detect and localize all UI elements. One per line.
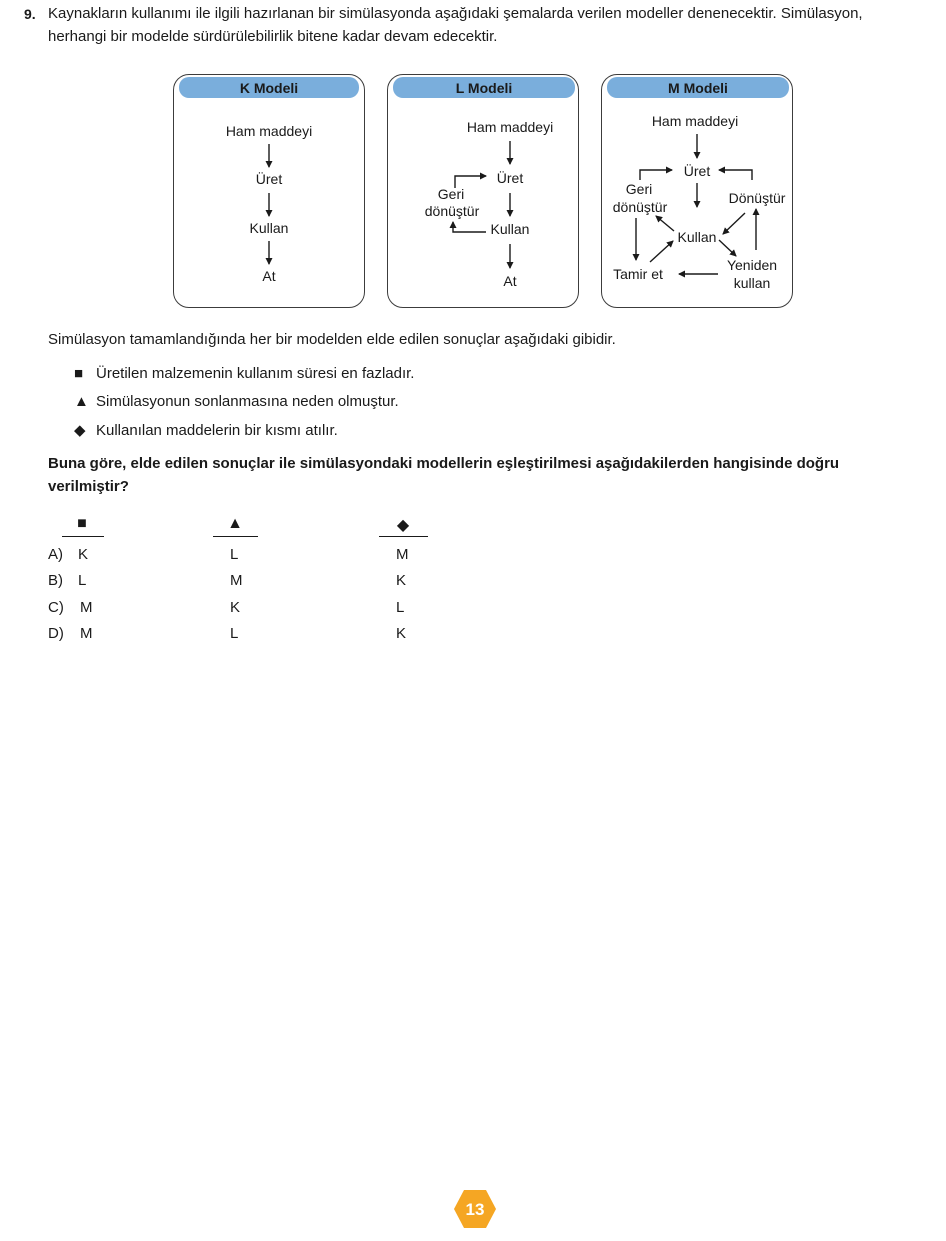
- col-underline-triangle: [213, 536, 258, 537]
- model-diagrams: [0, 0, 946, 320]
- square-symbol: ■: [74, 365, 84, 382]
- page-number-badge: [453, 1189, 497, 1229]
- result-text-square: Üretilen malzemenin kullanım süresi en fazladır.: [96, 365, 415, 382]
- option-value-diamond: L: [396, 599, 405, 616]
- m-arrow-use-reuse: [719, 240, 736, 256]
- l-model-title: L Modeli: [393, 77, 575, 98]
- m-node-recycle-2: dönüştür: [612, 199, 668, 215]
- triangle-symbol: ▲: [74, 393, 89, 410]
- l-arrow-use-to-recycle: [453, 222, 486, 232]
- question-text-line1: Kaynakların kullanımı ile ilgili hazırlanan bir simülasyonda aşağıdaki şemalarda verilen modeller denenecektir. Simülasyon,: [48, 5, 863, 22]
- option-value-square: L: [78, 572, 87, 589]
- m-node-reuse-1: Yeniden: [726, 257, 778, 273]
- result-item-square: [74, 365, 414, 382]
- result-item-triangle: [74, 393, 399, 410]
- option-value-diamond: K: [396, 572, 407, 589]
- option-letter: A): [48, 546, 63, 563]
- l-node-throw: At: [503, 273, 517, 289]
- k-node-raw: Ham maddeyi: [225, 123, 313, 139]
- prompt-line2: verilmiştir?: [48, 478, 129, 495]
- page-number: 13: [465, 1200, 485, 1219]
- m-node-produce: Üret: [683, 163, 711, 179]
- result-text-diamond: Kullanılan maddelerin bir kısmı atılır.: [96, 421, 338, 439]
- m-node-reuse-2: kullan: [733, 275, 771, 291]
- col-underline-diamond: [379, 536, 428, 537]
- option-value-square: M: [80, 599, 93, 616]
- l-arrow-recycle-to-produce: [455, 176, 486, 188]
- col-header-square: ■: [77, 515, 87, 532]
- col-header-diamond: ◆: [396, 517, 410, 534]
- result-item-diamond: [74, 421, 338, 439]
- option-value-square: K: [78, 546, 89, 563]
- option-value-triangle: L: [230, 625, 239, 642]
- prompt-line1: Buna göre, elde edilen sonuçlar ile simülasyondaki modellerin eşleştirilmesi aşağıdakilerden hangisinde doğru: [48, 455, 840, 472]
- m-arrow-use-recycle: [656, 216, 674, 231]
- result-text-triangle: Simülasyonun sonlanmasına neden olmuştur.: [96, 393, 399, 410]
- option-value-triangle: K: [230, 599, 241, 616]
- l-node-raw: Ham maddeyi: [466, 119, 554, 135]
- m-arrow-recycle-produce: [640, 170, 672, 180]
- col-underline-square: [62, 536, 104, 537]
- question-number: 9.: [24, 6, 36, 22]
- m-node-raw: Ham maddeyi: [651, 113, 739, 129]
- m-node-use: Kullan: [677, 229, 717, 245]
- m-node-transform: Dönüştür: [728, 190, 786, 206]
- diamond-symbol: ◆: [74, 422, 86, 439]
- k-node-throw: At: [262, 268, 276, 284]
- l-node-produce: Üret: [496, 170, 524, 186]
- option-letter: C): [48, 599, 64, 616]
- l-node-use: Kullan: [490, 221, 530, 237]
- m-node-recycle-1: Geri: [625, 181, 653, 197]
- option-value-diamond: K: [396, 625, 407, 642]
- m-model-title: M Modeli: [607, 77, 789, 98]
- option-letter: B): [48, 572, 63, 589]
- option-value-diamond: M: [396, 546, 409, 563]
- m-arrow-transform-use: [723, 213, 745, 234]
- results-intro: Simülasyon tamamlandığında her bir modelden elde edilen sonuçlar aşağıdaki gibidir.: [48, 331, 616, 348]
- k-node-use: Kullan: [249, 220, 289, 236]
- m-node-repair: Tamir et: [613, 266, 663, 282]
- k-model-title: K Modeli: [179, 77, 359, 98]
- m-arrow-transform-produce: [719, 170, 752, 180]
- question-text-line2: herhangi bir modelde sürdürülebilirlik bitene kadar devam edecektir.: [48, 28, 498, 45]
- l-node-recycle-2: dönüştür: [424, 203, 480, 219]
- option-value-triangle: L: [230, 546, 239, 563]
- option-letter: D): [48, 625, 64, 642]
- hexagon-icon: [453, 1189, 497, 1229]
- option-value-square: M: [80, 625, 93, 642]
- m-arrow-repair-use: [650, 241, 673, 262]
- l-node-recycle-1: Geri: [437, 186, 465, 202]
- k-node-produce: Üret: [255, 171, 283, 187]
- option-value-triangle: M: [230, 572, 243, 589]
- col-header-triangle: ▲: [227, 515, 243, 532]
- diagram-arrows: [0, 0, 946, 320]
